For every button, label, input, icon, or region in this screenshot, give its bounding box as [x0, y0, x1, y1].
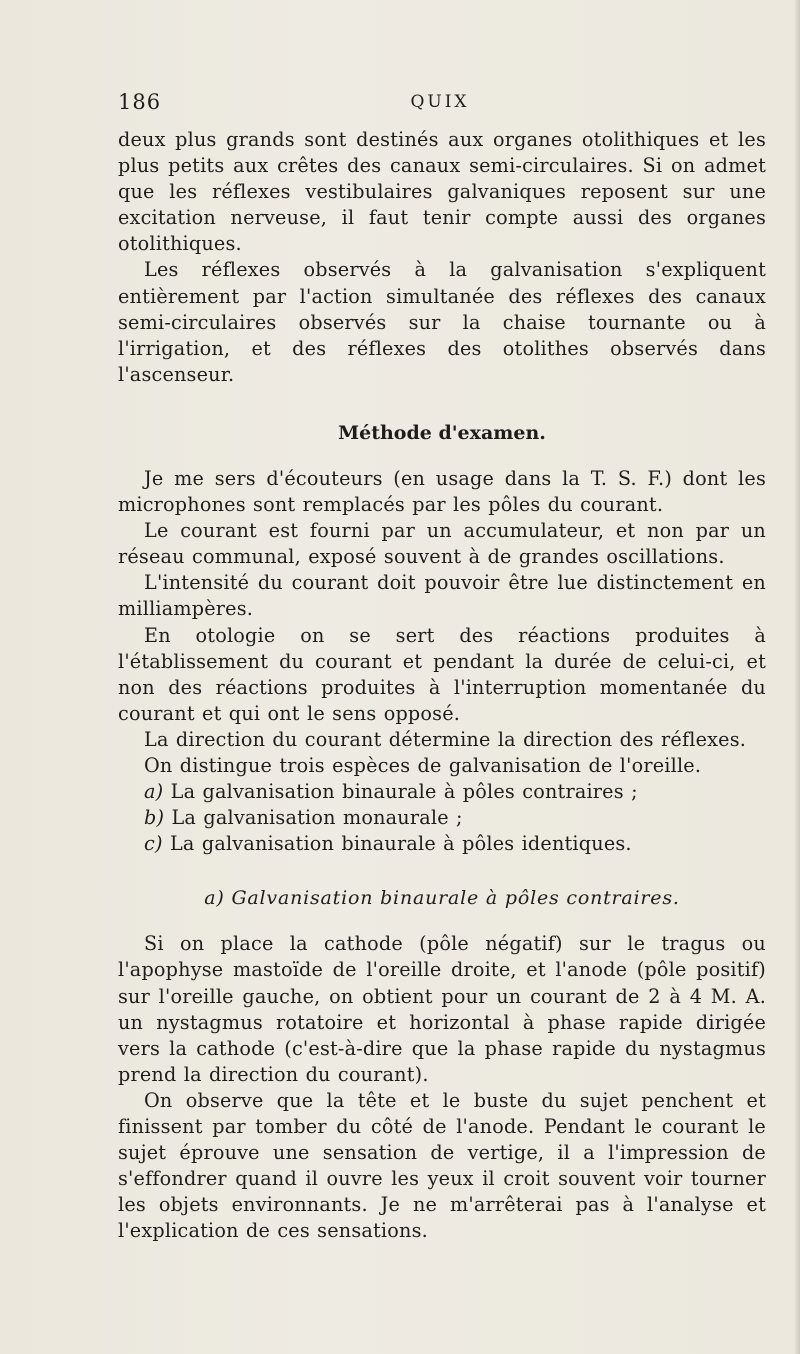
paragraph: La direction du courant détermine la direction des réflexes.: [144, 727, 747, 751]
list-item-text: La galvanisation binaurale à pôles contraires ;: [170, 780, 638, 804]
paragraph: En otologie on se sert des réactions produites à l'établissement du courant et pendant la durée de celui-ci, et non des réactions produites à l'interruption momentanée du courant et qui ont le sens opposé.: [118, 623, 766, 725]
paragraph: Le courant est fourni par un accumulateur, et non par un réseau communal, exposé souvent à de grandes oscillations.: [118, 519, 766, 569]
paragraph: On distingue trois espèces de galvanisation de l'oreille.: [144, 753, 702, 777]
paragraph: Si on place la cathode (pôle négatif) sur le tragus ou l'apophyse mastoïde de l'oreille droite, et l'anode (pôle positif) sur l'oreille gauche, on obtient pour un courant de 2 à 4 M. A. un nystagmus rotatoire et horizontal à phase rapide dirigée vers la cathode (c'est-à-dire que la phase rapide du nystagmus prend la direction du courant).: [118, 932, 766, 1086]
list-item: [118, 831, 766, 857]
page-body: [118, 127, 766, 1244]
subsection-title: Galvanisation binaurale à pôles contraires.: [231, 887, 680, 910]
list-marker: a): [144, 780, 164, 804]
subsection-heading: [118, 885, 766, 911]
paragraph-continuation: deux plus grands sont destinés aux organes otolithiques et les plus petits aux crêtes des canaux semi-circulaires. Si on admet que les réflexes vestibulaires galvaniques reposent sur une excitation nerveuse, il faut tenir compte aussi des organes otolithiques.: [118, 128, 766, 256]
page-header: [118, 90, 762, 120]
list-item: [118, 805, 766, 831]
list-item-text: La galvanisation monaurale ;: [171, 806, 463, 830]
subsection-marker: a): [204, 887, 225, 910]
paragraph: On observe que la tête et le buste du sujet penchent et finissent par tomber du côté de l'anode. Pendant le courant le sujet éprouve une sensation de vertige, il a l'impression de s'effondrer quand il ouvre les yeux il croit souvent voir tourner les objets environnants. Je ne m'arrêterai pas à l'analyse et l'explication de ces sensations.: [118, 1088, 766, 1243]
paragraph: L'intensité du courant doit pouvoir être lue distinctement en milliampères.: [118, 571, 766, 621]
list-item: [118, 779, 766, 805]
list-marker: b): [144, 806, 165, 830]
list-marker: c): [144, 832, 163, 856]
page-edge-shadow: [794, 0, 800, 1354]
paragraph: Je me sers d'écouteurs (en usage dans la T. S. F.) dont les microphones sont remplacés par les pôles du courant.: [118, 466, 766, 517]
paragraph: Les réflexes observés à la galvanisation s'expliquent entièrement par l'action simultanée des réflexes des canaux semi-circulaires observés sur la chaise tournante ou à l'irrigation, et des réflexes des otolithes observés dans l'ascenseur.: [118, 258, 766, 386]
section-heading: Méthode d'examen.: [338, 421, 546, 444]
page-number: 186: [118, 90, 162, 114]
list-item-text: La galvanisation binaurale à pôles identiques.: [169, 832, 632, 856]
running-head: QUIX: [410, 92, 470, 112]
